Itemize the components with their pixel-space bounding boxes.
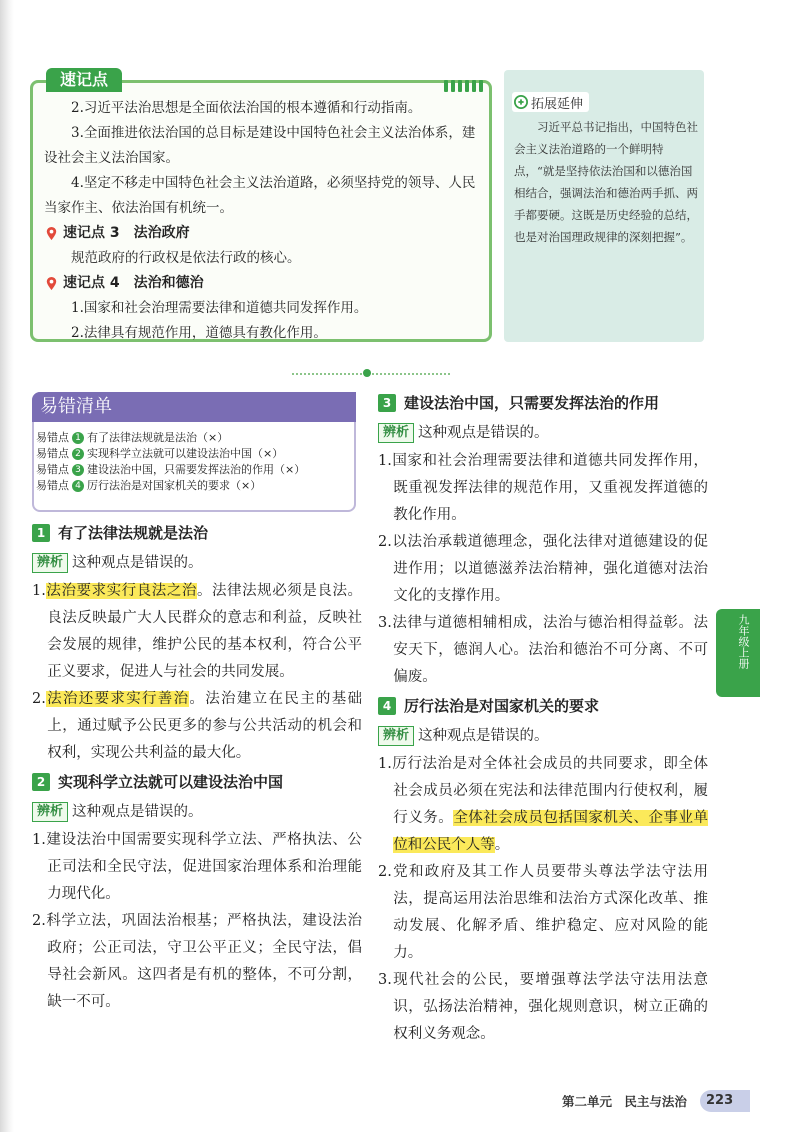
- pin-icon: [44, 226, 59, 241]
- yicuo-item: [36, 462, 352, 478]
- section-number-icon: 1: [32, 524, 50, 542]
- suji-dots-decoration: [444, 80, 483, 92]
- yicuo-item-label: 易错点: [36, 447, 69, 460]
- suji-tab: 速记点: [46, 68, 122, 92]
- suji-point4-heading: [44, 271, 484, 296]
- suji-content: [44, 96, 484, 346]
- yicuo-item: [36, 478, 352, 494]
- section-1-title: 有了法律法规就是法治: [58, 523, 209, 542]
- yicuo-item-text: 有了法律法规就是法治（×）: [87, 431, 229, 444]
- bianxi-tag: 辨析: [32, 553, 68, 573]
- highlight: 法治还要求实行善治: [45, 691, 190, 707]
- section-3-bianxi: [378, 418, 708, 448]
- footer-unit-title: 民主与法治: [624, 1094, 687, 1109]
- section-3-title: 建设法治中国，只需要发挥法治的作用: [404, 393, 660, 412]
- suji-item-2: 2.习近平法治思想是全面依法治国的根本遵循和行动指南。: [71, 100, 422, 116]
- bianxi-text: 这种观点是错误的。: [72, 554, 203, 571]
- section-4-para-1: 1.厉行法治是对全体社会成员的共同要求，即全体社会成员必须在宪法和法律范围内行使权利，履行义务。全体社会成员包括国家机关、企事业单位和公民个人等。: [378, 756, 709, 853]
- section-2-title: 实现科学立法就可以建设法治中国: [58, 772, 284, 791]
- separator-dot: [363, 369, 371, 377]
- section-3-para-2: 2.以法治承载道德理念，强化法律对道德建设的促进作用；以道德滋养法治精神，强化道德对法治文化的支撑作用。: [378, 534, 708, 604]
- bianxi-text: 这种观点是错误的。: [418, 424, 549, 441]
- bianxi-tag: 辨析: [378, 423, 414, 443]
- bianxi-text: 这种观点是错误的。: [72, 803, 203, 820]
- section-separator: [292, 373, 450, 377]
- yicuo-item-label: 易错点: [36, 463, 69, 476]
- pin-icon: [44, 276, 59, 291]
- section-4-heading: [378, 691, 708, 721]
- extend-icon: [514, 95, 528, 109]
- section-2-bianxi: [32, 797, 362, 827]
- yicuo-item-label: 易错点: [36, 479, 69, 492]
- section-1-para-1: 1.法治要求实行良法之治。法律法规必须是良法。良法反映最广大人民群众的意志和利益，反映社会发展的规律，维护公民的基本权利，符合公平正义要求，促进人与社会的共同发展。: [32, 583, 363, 680]
- section-4-bianxi: [378, 721, 708, 751]
- suji-point4-item-2: 2.法律具有规范作用，道德具有教化作用。: [71, 325, 327, 341]
- yicuo-list: [36, 430, 352, 494]
- section-4-para-3: 3.现代社会的公民，要增强尊法学法守法用法意识，弘扬法治精神，强化规则意识，树立正确的权利义务观念。: [378, 972, 708, 1042]
- section-3-para-3: 3.法律与道德相辅相成，法治与德治相得益彰。法安天下，德润人心。法治和德治不可分离、不可偏废。: [378, 615, 708, 685]
- section-1-bianxi: [32, 548, 362, 578]
- yicuo-item-text: 厉行法治是对国家机关的要求（×）: [87, 479, 262, 492]
- yicuo-item: [36, 430, 352, 446]
- grade-side-label: 九年级上册: [737, 614, 750, 669]
- page-number: 223: [700, 1090, 750, 1112]
- bianxi-tag: 辨析: [378, 726, 414, 746]
- yicuo-item-label: 易错点: [36, 431, 69, 444]
- number-circle-icon: 1: [72, 432, 84, 444]
- yicuo-item-text: 实现科学立法就可以建设法治中国（×）: [87, 447, 284, 460]
- suji-item-4: 4.坚定不移走中国特色社会主义法治道路，必须坚持党的领导、人民当家作主、依法治国有机统一。: [44, 175, 476, 216]
- highlight: 全体社会成员包括国家机关、企事业单位和公民个人等: [393, 810, 709, 853]
- tuozhan-tag-label: 拓展延伸: [531, 96, 584, 112]
- bianxi-text: 这种观点是错误的。: [418, 727, 549, 744]
- suji-point3-text: 规范政府的行政权是依法行政的核心。: [71, 250, 301, 266]
- section-number-icon: 3: [378, 394, 396, 412]
- yicuo-item: [36, 446, 352, 462]
- number-circle-icon: 4: [72, 480, 84, 492]
- section-3-para-1: 1.国家和社会治理需要法律和道德共同发挥作用，既重视发挥法律的规范作用，又重视发挥道德的教化作用。: [378, 453, 708, 523]
- suji-item-3: 3.全面推进依法治国的总目标是建设中国特色社会主义法治体系，建设社会主义法治国家。: [44, 125, 476, 166]
- section-2-para-1: 1.建设法治中国需要实现科学立法、严格执法、公正司法和全民守法，促进国家治理体系和治理能力现代化。: [32, 832, 362, 902]
- footer-unit-name: 第二单元: [562, 1094, 613, 1109]
- footer-unit: [562, 1092, 687, 1110]
- tuozhan-text: 习近平总书记指出，中国特色社会主义法治道路的一个鲜明特点，“就是坚持依法治国和以德治国相结合，强调法治和德治两手抓、两手都要硬。这既是历史经验的总结，也是对治国理政规律的深刻把握”。: [514, 120, 698, 244]
- page-binding-edge: [0, 0, 14, 1132]
- left-column: [32, 518, 362, 1016]
- section-4-para-2: 2.党和政府及其工作人员要带头尊法学法守法用法，提高运用法治思维和法治方式深化改革、推动发展、化解矛盾、维护稳定、应对风险的能力。: [378, 864, 708, 961]
- right-column: [378, 388, 708, 1048]
- tuozhan-tag: [512, 92, 589, 112]
- section-1-heading: [32, 518, 362, 548]
- highlight: 法治要求实行良法之治: [45, 583, 197, 599]
- section-3-heading: [378, 388, 708, 418]
- suji-point3-heading: [44, 221, 484, 246]
- section-4-title: 厉行法治是对国家机关的要求: [404, 696, 600, 715]
- number-circle-icon: 3: [72, 464, 84, 476]
- yicuo-item-text: 建设法治中国，只需要发挥法治的作用（×）: [87, 463, 306, 476]
- suji-point4-title: 速记点 4 法治和德治: [63, 275, 204, 291]
- section-1-para-2: 2.法治还要求实行善治。法治建立在民主的基础上，通过赋予公民更多的参与公共活动的机会和权利，实现公共利益的最大化。: [32, 691, 362, 761]
- section-number-icon: 2: [32, 773, 50, 791]
- suji-point4-item-1: 1.国家和社会治理需要法律和道德共同发挥作用。: [71, 300, 368, 316]
- number-circle-icon: 2: [72, 448, 84, 460]
- yicuo-title: 易错清单: [40, 396, 112, 417]
- suji-point3-title: 速记点 3 法治政府: [63, 225, 190, 241]
- section-2-heading: [32, 767, 362, 797]
- section-2-para-2: 2.科学立法，巩固法治根基；严格执法，建设法治政府；公正司法，守卫公平正义；全民守法，倡导社会新风。这四者是有机的整体，不可分割，缺一不可。: [32, 913, 362, 1010]
- bianxi-tag: 辨析: [32, 802, 68, 822]
- section-number-icon: 4: [378, 697, 396, 715]
